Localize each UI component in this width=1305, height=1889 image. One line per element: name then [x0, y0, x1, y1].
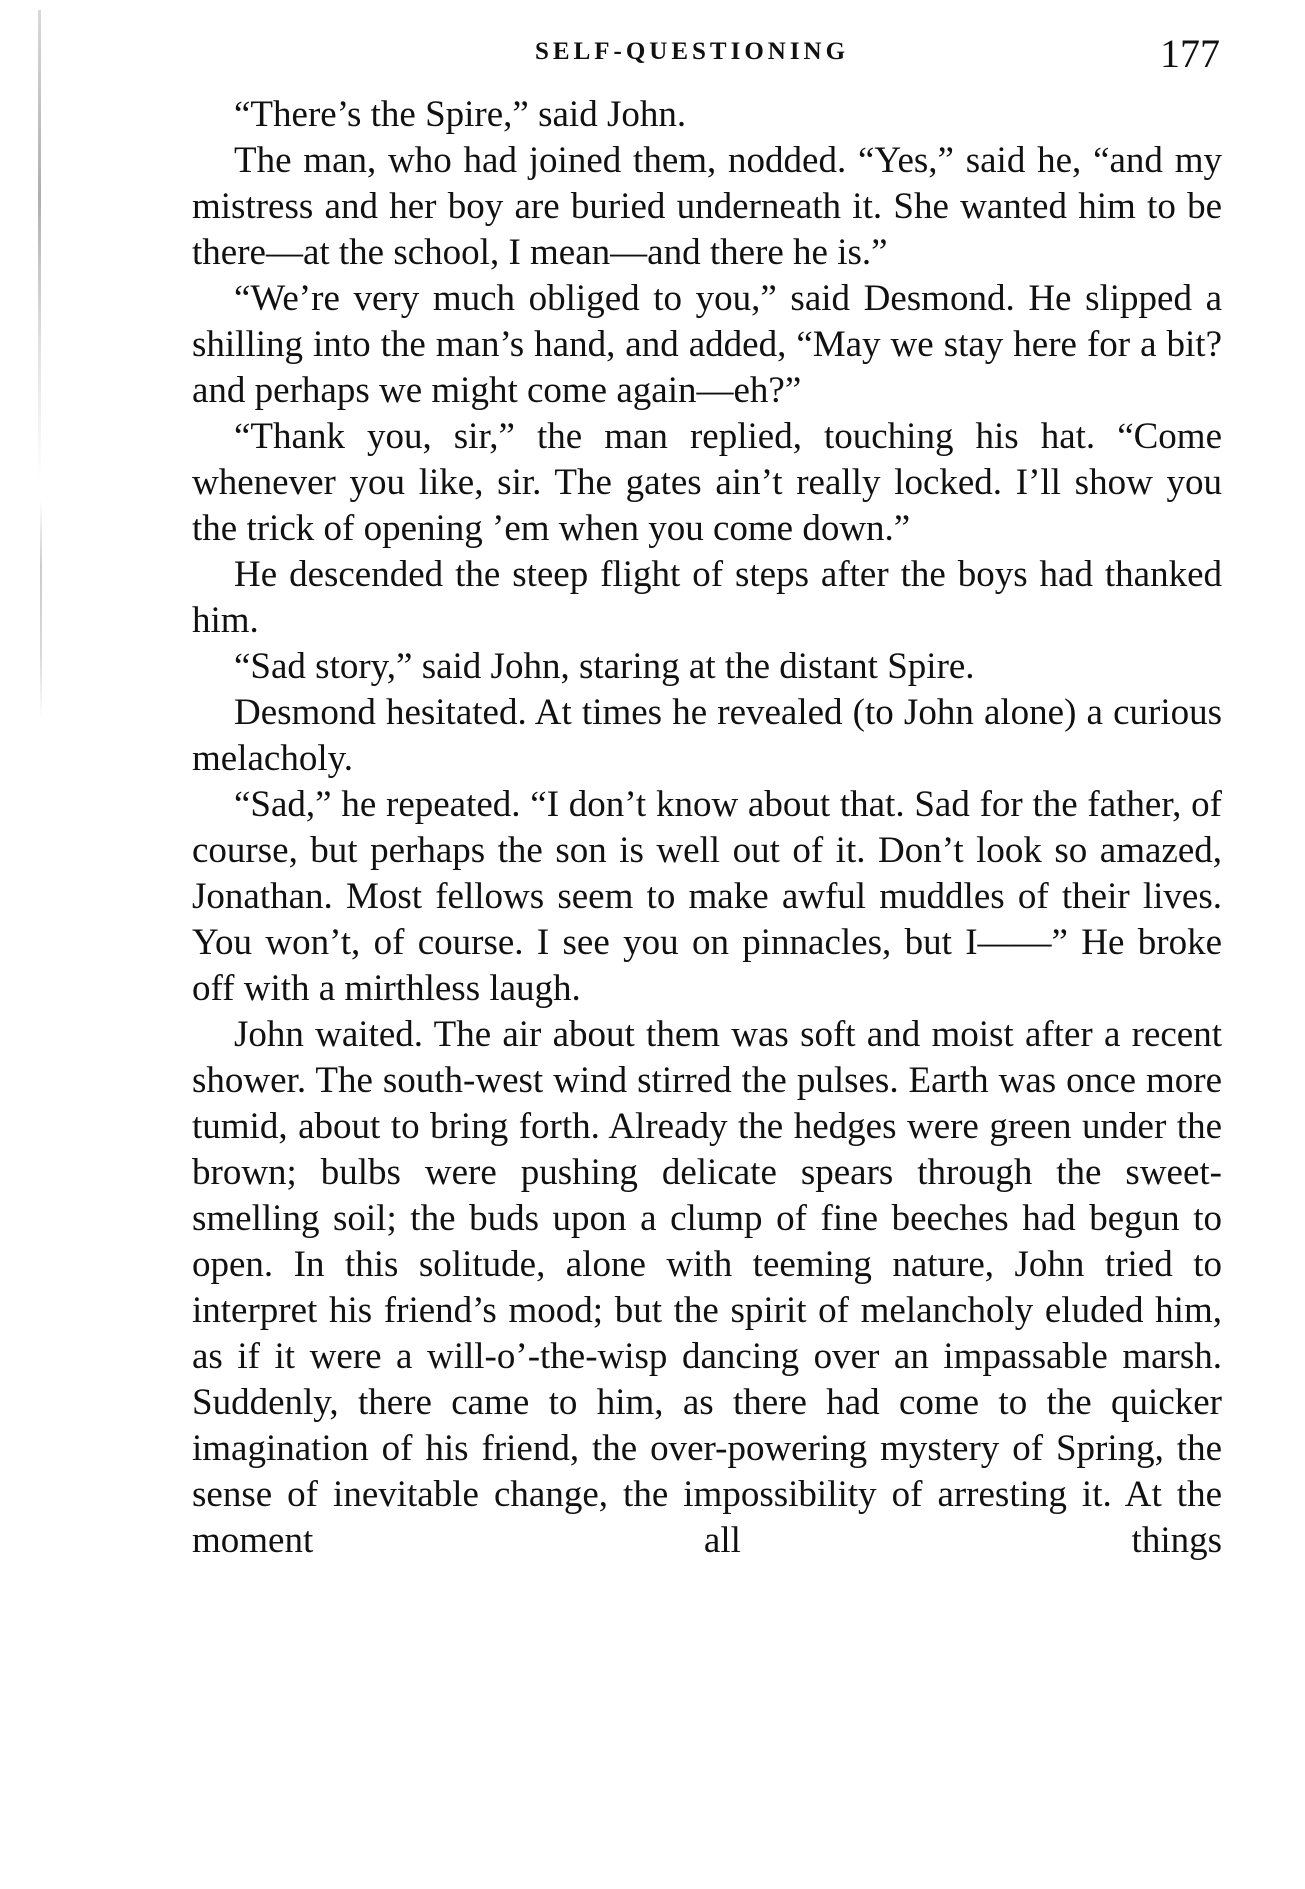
paragraph: “Sad story,” said John, staring at the distant Spire.: [234, 646, 975, 687]
body-text: [192, 92, 1222, 1564]
binding-shadow-lower: [40, 500, 42, 720]
paragraph: He descended the steep flight of steps after the boys had thanked him.: [192, 554, 1222, 641]
paragraph: “Thank you, sir,” the man replied, touching his hat. “Come whenever you like, sir. The gates ain’t really locked. I’ll show you the trick of opening ’em when you come down.”: [192, 416, 1222, 549]
page-number: 177: [1160, 31, 1220, 76]
paragraph: John waited. The air about them was soft and moist after a recent shower. The south-west wind stirred the pulses. Earth was once more tumid, about to bring forth. Already the hedges were green under the brown; bulbs were pushing delicate spears through the sweet-smelling soil; the buds upon a clump of fine beeches had begun to open. In this solitude, alone with teeming nature, John tried to interpret his friend’s mood; but the spirit of melancholy eluded him, as if it were a will-o’-the-wisp dancing over an impassable marsh. Suddenly, there came to him, as there had come to the quicker imagination of his friend, the over-powering mystery of Spring, the sense of inevitable change, the impossibility of arresting it. At the moment all things: [192, 1014, 1222, 1561]
page-header: [190, 31, 1220, 76]
running-head: SELF-QUESTIONING: [535, 38, 850, 65]
paragraph: “We’re very much obliged to you,” said Desmond. He slipped a shilling into the man’s hand, and added, “May we stay here for a bit? and perhaps we might come again—eh?”: [192, 278, 1222, 411]
paragraph: The man, who had joined them, nodded. “Yes,” said he, “and my mistress and her boy are buried underneath it. She wanted him to be there—at the school, I mean—and there he is.”: [192, 140, 1222, 273]
paragraph: “Sad,” he repeated. “I don’t know about that. Sad for the father, of course, but perhaps the son is well out of it. Don’t look so amazed, Jonathan. Most fellows seem to make awful muddles of their lives. You won’t, of course. I see you on pinnacles, but I——” He broke off with a mirthless laugh.: [192, 784, 1222, 1009]
paragraph: “There’s the Spire,” said John.: [234, 94, 687, 135]
binding-shadow: [38, 10, 41, 480]
paragraph: Desmond hesitated. At times he revealed (to John alone) a curious melacholy.: [192, 692, 1222, 779]
